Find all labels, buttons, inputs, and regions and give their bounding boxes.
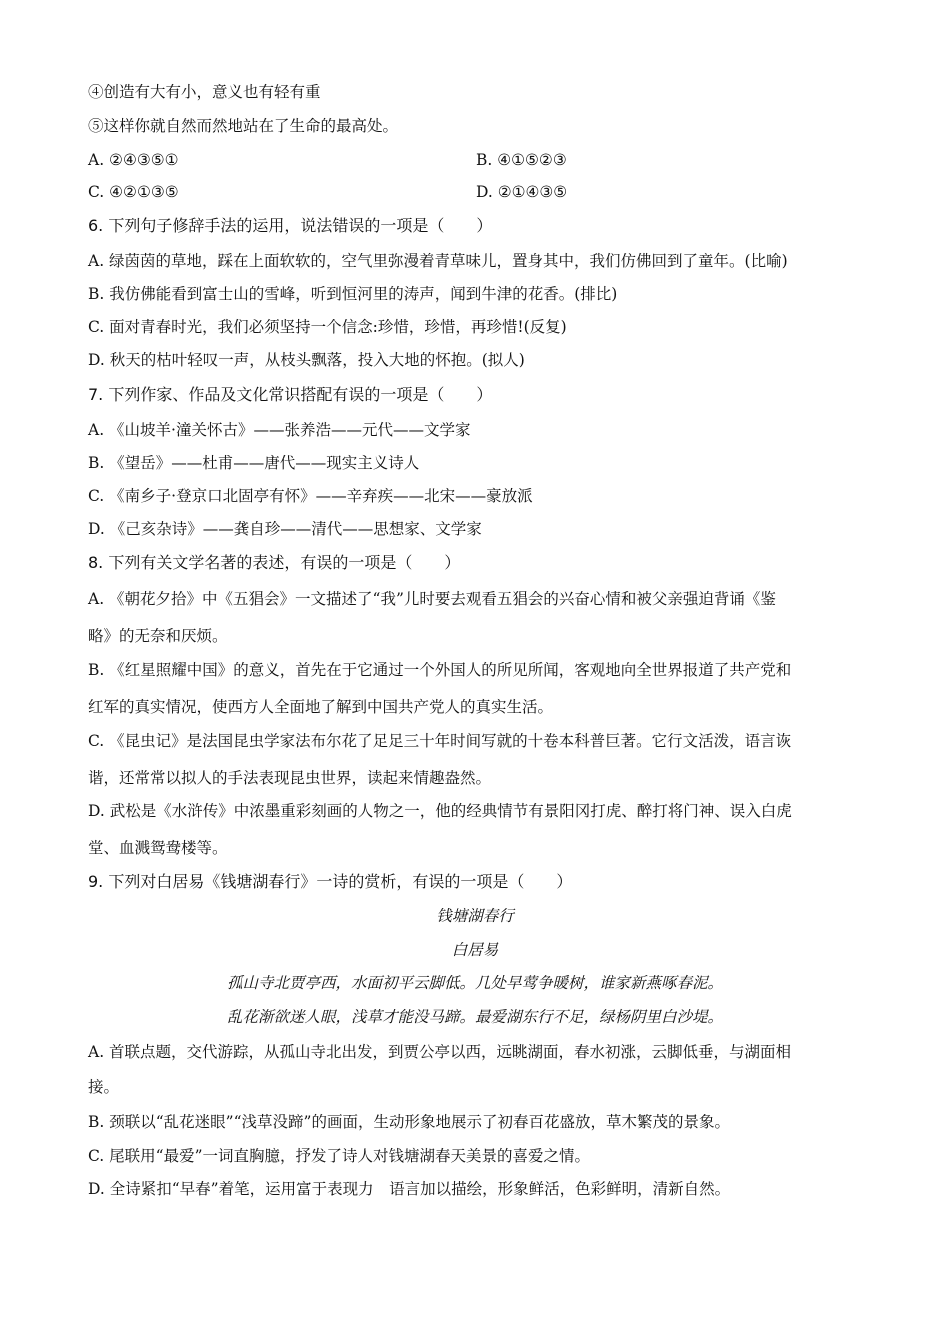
q5-option-a: A. ②④③⑤① xyxy=(88,151,179,169)
q6-option-d: D. 秋天的枯叶轻叹一声，从枝头飘落，投入大地的怀抱。(拟人) xyxy=(88,351,525,369)
q6-option-a: A. 绿茵茵的草地，踩在上面软软的，空气里弥漫着青草味儿，置身其中，我们仿佛回到了童年。(比喻) xyxy=(88,252,788,270)
q8-option-d-line1: D. 武松是《水浒传》中浓墨重彩刻画的人物之一，他的经典情节有景阳冈打虎、醉打将门神、误入白虎 xyxy=(88,802,792,820)
q5-option-b: B. ④①⑤②③ xyxy=(476,151,567,169)
poem-line-2: 乱花渐欲迷人眼，浅草才能没马蹄。最爱湖东行不足，绿杨阴里白沙堤。 xyxy=(226,1008,723,1026)
q8-text: 下列有关文学名著的表述，有误的一项是（ ） xyxy=(103,553,461,572)
q6-number: 6. xyxy=(88,216,104,235)
q6-option-b: B. 我仿佛能看到富士山的雪峰，听到恒河里的涛声，闻到牛津的花香。(排比) xyxy=(88,285,618,303)
q8-option-c-line2: 谐，还常常以拟人的手法表现昆虫世界，读起来情趣盎然。 xyxy=(88,769,492,787)
q8-option-a-line1: A. 《朝花夕拾》中《五猖会》一文描述了“我”儿时要去观看五猖会的兴奋心情和被父亲强迫背诵《鉴 xyxy=(88,590,776,608)
q9-stem xyxy=(88,872,572,892)
sentence-4: ④创造有大有小，意义也有轻有重 xyxy=(88,83,321,101)
poem-title: 钱塘湖春行 xyxy=(436,907,514,925)
q7-option-d: D. 《己亥杂诗》——龚自珍——清代——思想家、文学家 xyxy=(88,520,482,538)
q8-option-a-line2: 略》的无奈和厌烦。 xyxy=(88,627,228,645)
q9-option-a-line2: 接。 xyxy=(88,1078,120,1096)
poem-author: 白居易 xyxy=(451,941,499,959)
q5-option-c: C. ④②①③⑤ xyxy=(88,183,179,201)
q6-text: 下列句子修辞手法的运用，说法错误的一项是（ ） xyxy=(103,216,493,235)
q7-text: 下列作家、作品及文化常识搭配有误的一项是（ ） xyxy=(103,385,493,404)
q8-option-b-line1: B. 《红星照耀中国》的意义，首先在于它通过一个外国人的所见所闻，客观地向全世界报道了共产党和 xyxy=(88,661,792,679)
sentence-5: ⑤这样你就自然而然地站在了生命的最高处。 xyxy=(88,117,399,135)
q9-text: 下列对白居易《钱塘湖春行》一诗的赏析，有误的一项是（ ） xyxy=(103,872,573,891)
q6-option-c: C. 面对青春时光，我们必须坚持一个信念:珍惜，珍惜，再珍惜!(反复) xyxy=(88,318,567,336)
q7-number: 7. xyxy=(88,385,104,404)
q9-option-a-line1: A. 首联点题，交代游踪，从孤山寺北出发，到贾公亭以西，远眺湖面，春水初涨，云脚低垂，与湖面相 xyxy=(88,1043,792,1061)
q9-number: 9. xyxy=(88,872,104,891)
q8-option-d-line2: 堂、血溅鸳鸯楼等。 xyxy=(88,839,228,857)
q7-option-a: A. 《山坡羊·潼关怀古》——张养浩——元代——文学家 xyxy=(88,421,471,439)
q6-stem xyxy=(88,216,492,236)
q8-option-c-line1: C. 《昆虫记》是法国昆虫学家法布尔花了足足三十年时间写就的十卷本科普巨著。它行文活泼，语言诙 xyxy=(88,732,792,750)
q7-option-b: B. 《望岳》——杜甫——唐代——现实主义诗人 xyxy=(88,454,420,472)
q8-number: 8. xyxy=(88,553,104,572)
q9-option-b: B. 颈联以“乱花迷眼”“浅草没蹄”的画面，生动形象地展示了初春百花盛放，草木繁茂的景象。 xyxy=(88,1113,730,1131)
q7-option-c: C. 《南乡子·登京口北固亭有怀》——辛弃疾——北宋——豪放派 xyxy=(88,487,533,505)
q9-option-d: D. 全诗紧扣“早春”着笔，运用富于表现力 语言加以描绘，形象鲜活，色彩鲜明，清新自然。 xyxy=(88,1180,731,1198)
q8-option-b-line2: 红军的真实情况，使西方人全面地了解到中国共产党人的真实生活。 xyxy=(88,698,554,716)
q5-option-d: D. ②①④③⑤ xyxy=(476,183,568,201)
poem-line-1: 孤山寺北贾亭西，水面初平云脚低。几处早莺争暖树，谁家新燕啄春泥。 xyxy=(226,974,723,992)
q8-stem xyxy=(88,553,460,573)
q7-stem xyxy=(88,385,492,405)
q9-option-c: C. 尾联用“最爱”一词直胸臆，抒发了诗人对钱塘湖春天美景的喜爱之情。 xyxy=(88,1147,591,1165)
